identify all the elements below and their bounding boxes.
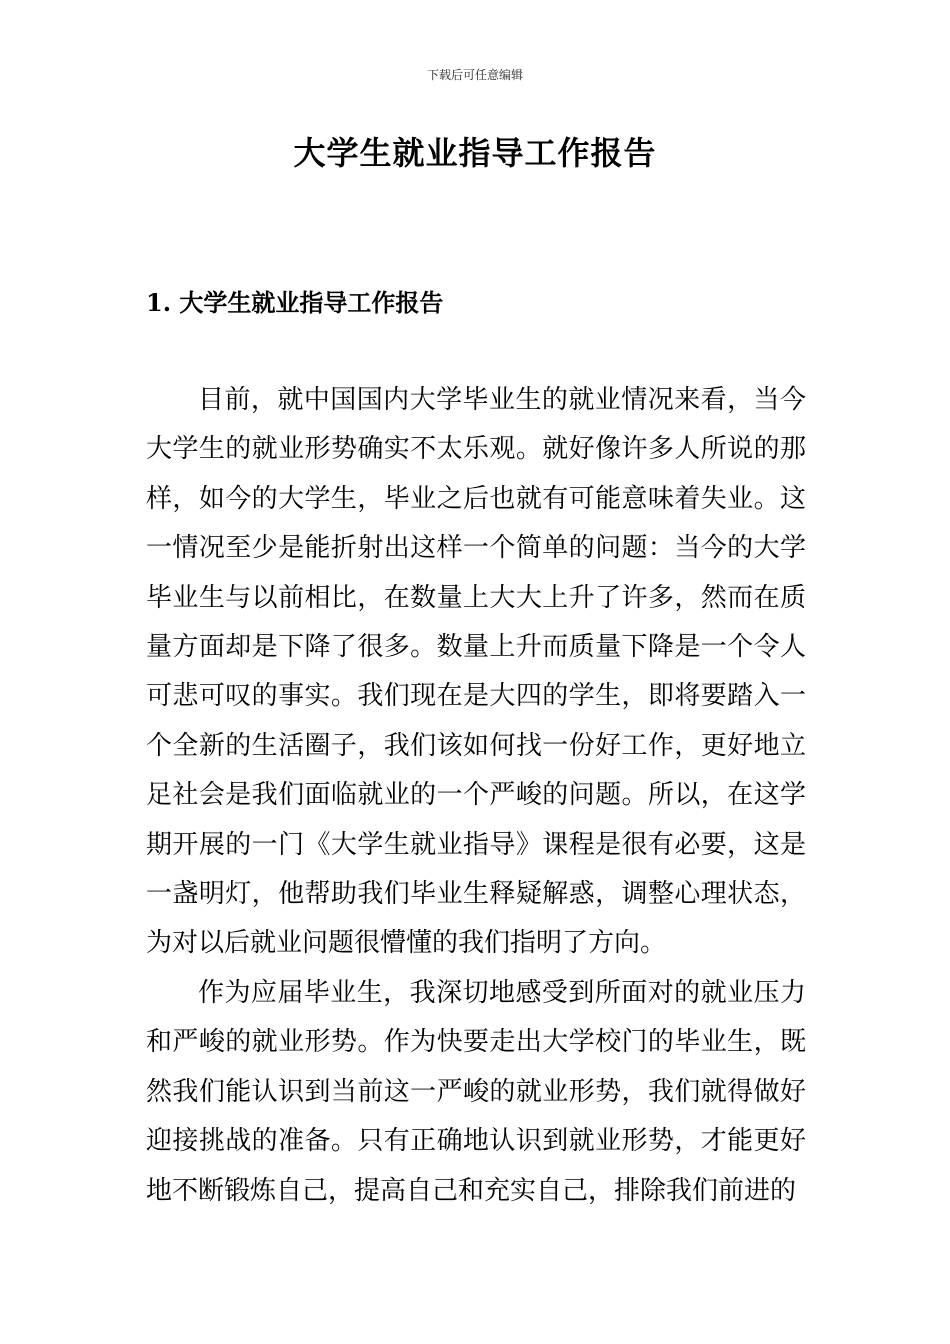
paragraph-2: 作为应届毕业生，我深切地感受到所面对的就业压力和严峻的就业形势。作为快要走出大学校门的毕业生，既然我们能认识到当前这一严峻的就业形势，我们就得做好迎接挑战的准备。只有正确地认识到就业形势，才能更好地不断锻炼自己，提高自己和充实自己，排除我们前进的 bbox=[146, 977, 806, 1206]
document-title: 大学生就业指导工作报告 bbox=[293, 134, 657, 172]
header-note: 下载后可任意编辑 bbox=[426, 68, 523, 82]
document-body bbox=[146, 376, 806, 1216]
section-heading: 1. 大学生就业指导工作报告 bbox=[146, 288, 444, 317]
paragraph-1: 目前，就中国国内大学毕业生的就业情况来看，当今大学生的就业形势确实不太乐观。就好像许多人所说的那样，如今的大学生，毕业之后也就有可能意味着失业。这一情况至少是能折射出这样一个简单的问题：当今的大学毕业生与以前相比，在数量上大大上升了许多，然而在质量方面却是下降了很多。数量上升而质量下降是一个令人可悲可叹的事实。我们现在是大四的学生，即将要踏入一个全新的生活圈子，我们该如何找一份好工作，更好地立足社会是我们面临就业的一个严峻的问题。所以，在这学期开展的一门《大学生就业指导》课程是很有必要，这是一盏明灯，他帮助我们毕业生释疑解惑，调整心理状态，为对以后就业问题很懵懂的我们指明了方向。 bbox=[146, 385, 806, 959]
